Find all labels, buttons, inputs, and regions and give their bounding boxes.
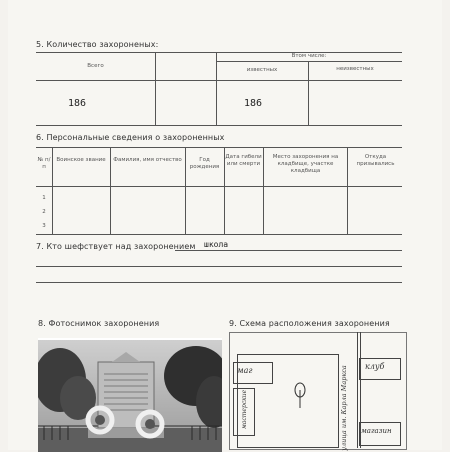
workshop-label: мастерские [241, 389, 249, 430]
table6-divider [110, 147, 111, 234]
header-drafted-from: Откуда призывались [356, 154, 395, 167]
total-buried-value: 186 [68, 98, 87, 109]
blank-line [36, 282, 402, 283]
table5-header-bottom-line [36, 80, 402, 81]
header-name: Фамилия, имя отчество [113, 157, 182, 163]
header-number: № п/п [37, 157, 51, 170]
header-burial-place: Место захоронения на кладбище, участке кладбища [272, 154, 339, 174]
road-label: улица им. Карла Маркса [339, 365, 348, 451]
table5-subheader-line [216, 61, 402, 62]
table6-divider [52, 147, 53, 234]
table6-bottom-line [36, 234, 402, 235]
section6-title: 6. Персональные сведения о захороненных [36, 133, 225, 142]
section7-title: 7. Кто шефствует над захоронением [36, 242, 196, 251]
row-number: 1 [42, 195, 46, 201]
table5-bottom-line [36, 125, 402, 126]
section8-title: 8. Фотоснимок захоронения [38, 319, 160, 328]
section9-title: 9. Схема расположения захоронения [229, 319, 390, 328]
table6-divider [263, 147, 264, 234]
patron-value: школа [204, 240, 229, 249]
location-scheme [229, 330, 407, 450]
memorial-marker-icon [293, 380, 307, 410]
header-birth-year: Год рождения [189, 157, 220, 170]
header-rank: Воинское звание [56, 157, 106, 163]
col-including-header: Втом числе: [291, 53, 327, 59]
col-total-header: Всего [87, 63, 104, 69]
section5-title: 5. Количество захороненых: [36, 40, 159, 49]
header-death-date: Дата гибели или смерти [225, 154, 262, 167]
row-number: 2 [42, 209, 46, 215]
col-known-header: известных [246, 67, 278, 73]
table5-divider [216, 52, 217, 125]
memorial-photo [38, 338, 222, 452]
building-top-left-label: маг [237, 366, 253, 375]
blank-line [36, 266, 402, 267]
col-unknown-header: неизвестных [336, 66, 374, 72]
shop-label: магазин [361, 427, 392, 435]
patron-line [175, 250, 402, 251]
row-number: 3 [42, 223, 46, 229]
table6-divider [347, 147, 348, 234]
table5-divider [155, 52, 156, 125]
known-buried-value: 186 [244, 98, 263, 109]
club-label: клуб [365, 362, 385, 371]
